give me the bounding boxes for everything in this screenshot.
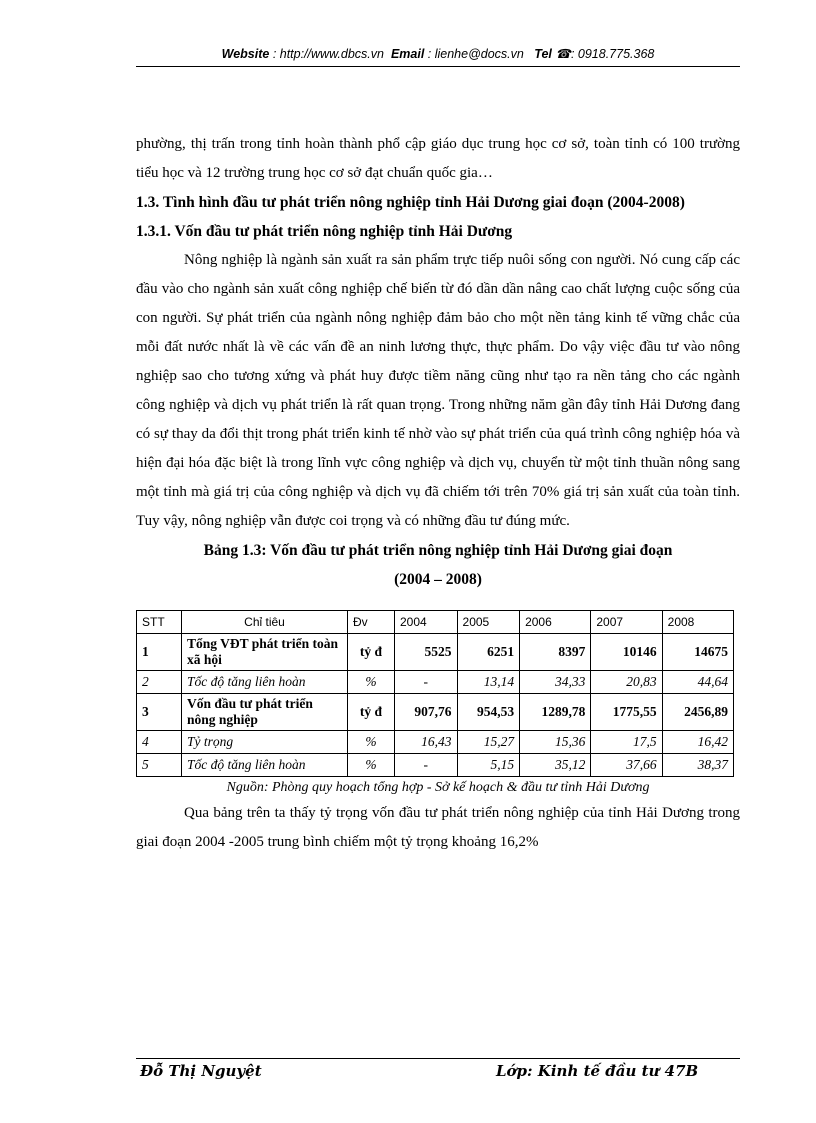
cell-stt: 4 <box>137 731 182 754</box>
investment-table <box>136 610 734 777</box>
cell-unit: % <box>348 671 395 694</box>
table-source-note: Nguồn: Phòng quy hoạch tổng hợp - Sở kế hoạch & đầu tư tỉnh Hải Dương <box>226 780 650 795</box>
col-header-2004: 2004 <box>395 611 458 634</box>
cell-value: 5,15 <box>457 754 520 777</box>
cell-value: 8397 <box>520 634 591 671</box>
page-footer <box>136 1062 740 1082</box>
tel-label: Tel <box>534 47 552 61</box>
cell-value: - <box>395 754 458 777</box>
cell-value: 1289,78 <box>520 694 591 731</box>
cell-value: 17,5 <box>591 731 662 754</box>
cell-stt: 1 <box>137 634 182 671</box>
phone-icon: ☎ <box>555 47 571 61</box>
cell-value: 14675 <box>662 634 733 671</box>
cell-value: 20,83 <box>591 671 662 694</box>
cell-value: 6251 <box>457 634 520 671</box>
cell-unit: tỷ đ <box>348 694 395 731</box>
col-header-2008: 2008 <box>662 611 733 634</box>
table-row <box>137 731 734 754</box>
cell-value: 954,53 <box>457 694 520 731</box>
table-caption: Bảng 1.3: Vốn đầu tư phát triển nông nghiệp tỉnh Hải Dương giai đoạn <box>203 542 673 559</box>
footer-author: Đỗ Thị Nguyệt <box>140 1062 262 1080</box>
cell-indicator: Vốn đầu tư phát triển nông nghiệp <box>182 694 348 731</box>
cell-stt: 3 <box>137 694 182 731</box>
cell-indicator: Tổng VĐT phát triển toàn xã hội <box>182 634 348 671</box>
cell-value: 16,43 <box>395 731 458 754</box>
cell-unit: % <box>348 754 395 777</box>
page-content <box>136 130 740 857</box>
cell-indicator: Tốc độ tăng liên hoàn <box>182 671 348 694</box>
cell-indicator: Tỷ trọng <box>182 731 348 754</box>
table-row <box>137 754 734 777</box>
cell-value: 5525 <box>395 634 458 671</box>
cell-value: 15,36 <box>520 731 591 754</box>
col-header-2006: 2006 <box>520 611 591 634</box>
cell-value: 13,14 <box>457 671 520 694</box>
cell-value: 35,12 <box>520 754 591 777</box>
table-row <box>137 694 734 731</box>
cell-value: 10146 <box>591 634 662 671</box>
cell-value: 907,76 <box>395 694 458 731</box>
cell-value: 34,33 <box>520 671 591 694</box>
header-divider <box>136 66 740 67</box>
cell-value: 15,27 <box>457 731 520 754</box>
cell-value: - <box>395 671 458 694</box>
cell-value: 38,37 <box>662 754 733 777</box>
cell-value: 2456,89 <box>662 694 733 731</box>
cell-stt: 2 <box>137 671 182 694</box>
cell-value: 1775,55 <box>591 694 662 731</box>
table-caption-period: (2004 – 2008) <box>394 571 482 588</box>
col-header-unit: Đv <box>348 611 395 634</box>
table-row <box>137 634 734 671</box>
cell-value: 16,42 <box>662 731 733 754</box>
cell-indicator: Tốc độ tăng liên hoàn <box>182 754 348 777</box>
cell-stt: 5 <box>137 754 182 777</box>
paragraph-agriculture: Nông nghiệp là ngành sản xuất ra sản phẩm trực tiếp nuôi sống con người. Nó cung cấp các đầu vào cho ngành sản xuất công nghiệp chế biến từ đó dần dần nâng cao chất lượng cuộc sống của con người. Sự phát triển của ngành nông nghiệp đảm bảo cho một nền tảng kinh tế vững chắc của mỗi đất nước nhất là về các vấn đề an ninh lương thực, thực phẩm. Do vậy việc đầu tư vào nông nghiệp sao cho tương xứng và phát huy được tiềm năng cũng như tạo ra nền tảng cho các ngành công nghiệp và dịch vụ phát triển là rất quan trọng. Trong những năm gần đây tỉnh Hải Dương đang có sự thay da đổi thịt trong phát triển kinh tế nhờ vào sự phát triển của quá trình công nghiệp hóa và hiện đại hóa đặc biệt là trong lĩnh vực công nghiệp và dịch vụ, chuyển từ một tỉnh thuần nông sang một tỉnh mà giá trị của công nghiệp và dịch vụ đã chiếm tới trên 70% giá trị sản xuất của toàn tỉnh. Tuy vậy, nông nghiệp vẫn được coi trọng và có những đầu tư đúng mức. <box>136 252 740 529</box>
paragraph-analysis: Qua bảng trên ta thấy tỷ trọng vốn đầu tư phát triển nông nghiệp của tỉnh Hải Dương trong giai đoạn 2004 -2005 trung bình chiếm một tỷ trọng khoảng 16,2% <box>136 805 740 850</box>
website-label: Website <box>221 47 270 61</box>
section-heading-1-3: 1.3. Tình hình đầu tư phát triển nông nghiệp tỉnh Hải Dương giai đoạn (2004-2008) <box>136 194 685 211</box>
col-header-indicator: Chỉ tiêu <box>182 611 348 634</box>
website-value[interactable]: : http://www.dbcs.vn <box>272 47 384 61</box>
table-row <box>137 671 734 694</box>
email-value[interactable]: : lienhe@docs.vn <box>427 47 524 61</box>
email-label: Email <box>390 47 425 61</box>
tel-value: : 0918.775.368 <box>570 47 655 61</box>
page-header <box>136 46 740 61</box>
footer-divider <box>136 1058 740 1059</box>
col-header-2007: 2007 <box>591 611 662 634</box>
cell-value: 44,64 <box>662 671 733 694</box>
col-header-2005: 2005 <box>457 611 520 634</box>
col-header-stt: STT <box>137 611 182 634</box>
cell-unit: tỷ đ <box>348 634 395 671</box>
table-header-row <box>137 611 734 634</box>
cell-unit: % <box>348 731 395 754</box>
paragraph-intro: phường, thị trấn trong tỉnh hoàn thành phổ cập giáo dục trung học cơ sở, toàn tỉnh có 100 trường tiểu học và 12 trường trung học cơ sở đạt chuẩn quốc gia… <box>136 136 740 181</box>
cell-value: 37,66 <box>591 754 662 777</box>
footer-class: Lớp: Kinh tế đầu tư 47B <box>496 1062 699 1080</box>
section-heading-1-3-1: 1.3.1. Vốn đầu tư phát triển nông nghiệp tỉnh Hải Dương <box>136 223 513 240</box>
